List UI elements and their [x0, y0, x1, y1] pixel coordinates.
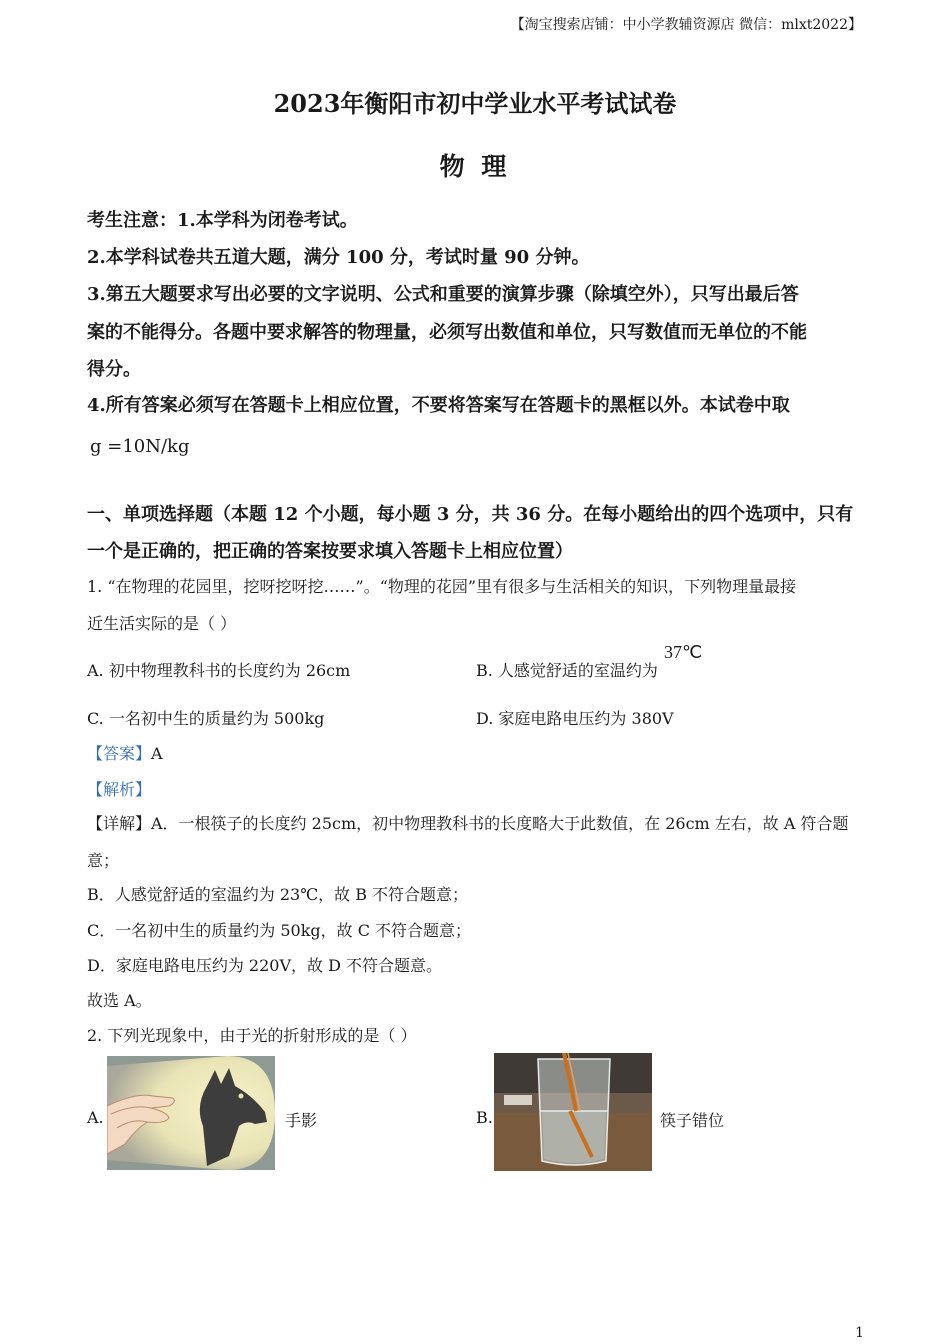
q1-detail-a: 【详解】A．一根筷子的长度约 25cm，初中物理教科书的长度略大于此数值，在 26cm 左右，故 A 符合题: [87, 814, 849, 833]
hand-shadow-image: [107, 1056, 275, 1170]
q1-detail-b: 意；: [87, 851, 120, 870]
subject-title: 物 理: [439, 152, 511, 181]
notice-line-3c: 得分。: [87, 359, 141, 380]
notice-line-2: 2.本学科试卷共五道大题，满分 100 分，考试时量 90 分钟。: [87, 247, 590, 268]
q1-answer: [87, 741, 163, 764]
section-1-heading-a: 一、单项选择题（本题 12 个小题，每小题 3 分，共 36 分。在每小题给出的四个选项中，只有: [87, 504, 854, 525]
q2-stem: 2. 下列光现象中，由于光的折射形成的是（ ）: [87, 1026, 417, 1045]
q1-stem-a: 1. “在物理的花园里，挖呀挖呀挖……”。“物理的花园”里有很多与生活相关的知识，下列物理量最接: [87, 577, 797, 596]
notice-line-4: 4.所有答案必须写在答题卡上相应位置，不要将答案写在答题卡的黑框以外。本试卷中取: [87, 395, 790, 416]
chopstick-in-glass-image: [494, 1053, 652, 1171]
q1-detail-e: D．家庭电路电压约为 220V，故 D 不符合题意。: [87, 956, 443, 975]
q1-option-a: A. 初中物理教科书的长度约为 26cm: [87, 661, 351, 680]
q1-analysis-label: 【解析】: [87, 780, 152, 799]
notice-line-1: 考生注意：1.本学科为闭卷考试。: [87, 210, 358, 231]
q2-option-b-letter: B.: [476, 1108, 493, 1127]
answer-label: 【答案】: [87, 744, 152, 763]
q1-option-b: B. 人感觉舒适的室温约为: [476, 661, 658, 680]
q1-option-d: D. 家庭电路电压约为 380V: [476, 709, 674, 728]
gravity-constant: g =10N/kg: [90, 436, 190, 457]
q1-detail-f: 故选 A。: [87, 991, 152, 1010]
answer-value: A: [151, 744, 163, 763]
q2-option-a-text: 手影: [285, 1111, 318, 1130]
q1-option-c: C. 一名初中生的质量约为 500kg: [87, 709, 325, 728]
page-number: 1: [855, 1325, 864, 1341]
exam-title: 2023年衡阳市初中学业水平考试试卷: [273, 89, 677, 118]
notice-line-3b: 案的不能得分。各题中要求解答的物理量，必须写出数值和单位，只写数值而无单位的不能: [87, 322, 807, 343]
q1-option-b-value: 37℃: [664, 642, 703, 662]
section-1-heading-b: 一个是正确的，把正确的答案按要求填入答题卡上相应位置）: [87, 541, 573, 562]
q1-detail-c: B．人感觉舒适的室温约为 23℃，故 B 不符合题意；: [87, 885, 469, 904]
q2-option-a-letter: A.: [87, 1108, 104, 1127]
notice-line-3a: 3.第五大题要求写出必要的文字说明、公式和重要的演算步骤（除填空外），只写出最后答: [87, 284, 799, 305]
q2-option-b-text: 筷子错位: [660, 1111, 725, 1130]
q1-stem-b: 近生活实际的是（ ）: [87, 614, 237, 633]
shop-watermark-note: 【淘宝搜索店铺：中小学教辅资源店 微信：mlxt2022】: [510, 17, 862, 33]
q1-detail-d: C．一名初中生的质量约为 50kg，故 C 不符合题意；: [87, 921, 472, 940]
